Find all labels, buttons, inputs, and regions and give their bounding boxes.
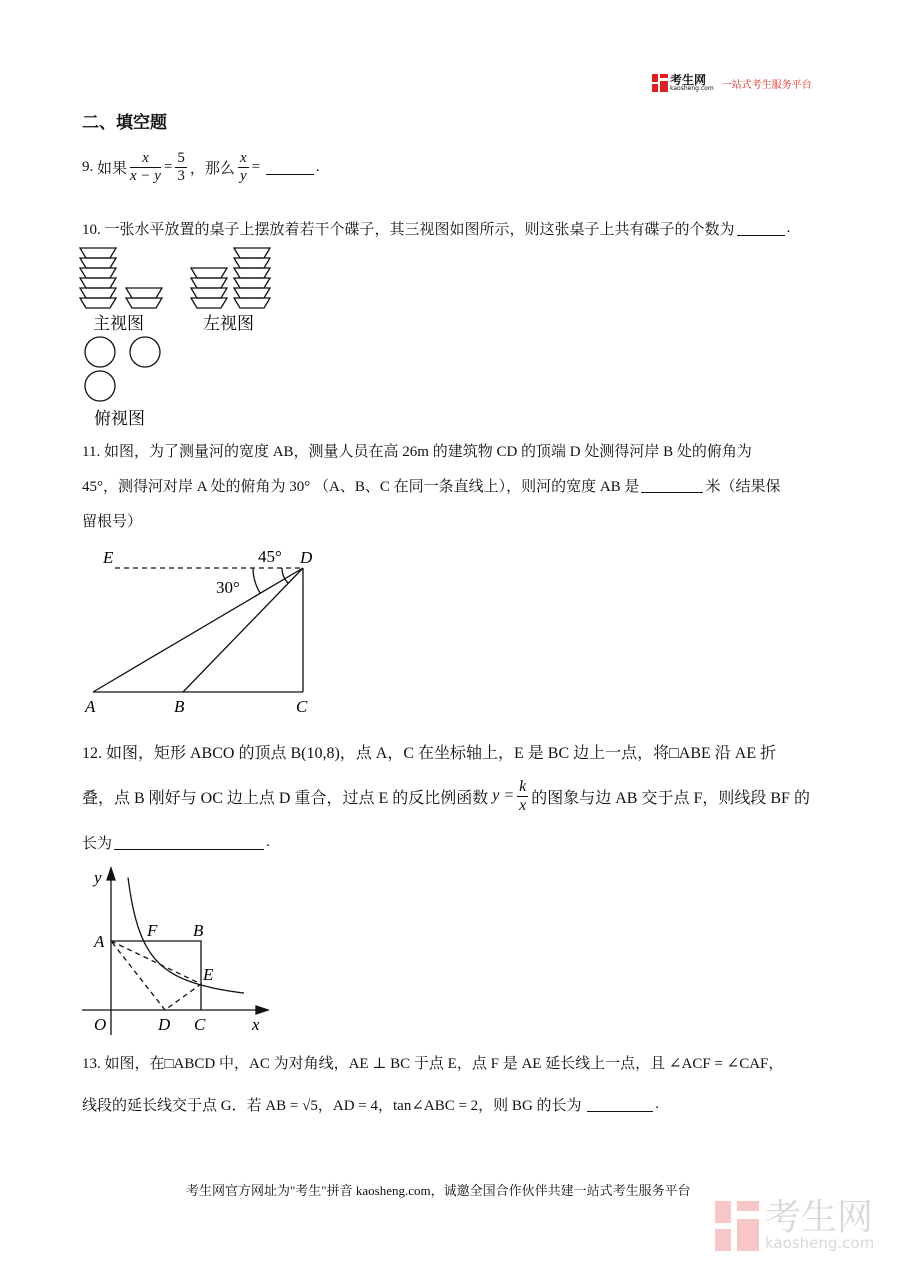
label-D: D (300, 548, 313, 567)
top-view-label: 俯视图 (94, 409, 145, 429)
angle-45-arc (282, 568, 288, 583)
label-F: F (147, 921, 158, 940)
answer-blank[interactable] (641, 478, 703, 493)
logo-icon (652, 74, 668, 92)
question-11-line2: 45°，测得河对岸 A 处的俯角为 30° （A、B、C 在同一条直线上），则河的宽度 AB 是 米（结果保 (82, 479, 781, 495)
plate (80, 288, 116, 298)
question-12-line2: 叠，点 B 刚好与 OC 边上点 D 重合，过点 E 的反比例函数 y = $\frac{k}{x}$ 的图象与边 AB 交于点 F，则线段 BF 的 (82, 778, 810, 814)
top-view-circles (85, 337, 160, 401)
plate (234, 298, 270, 308)
label-O: O (94, 1015, 107, 1034)
question-13-line2: 线段的延长线交于点 G．若 AB = √5，AD = 4，tan∠ABC = 2，则 BG 的长为 . (82, 1096, 660, 1114)
answer-blank[interactable] (737, 221, 785, 236)
q9-number: 9. (82, 158, 94, 175)
plate-circle (85, 337, 115, 367)
fold-lines (111, 941, 201, 1010)
hyperbola (128, 878, 244, 994)
label-A: A (85, 697, 96, 716)
label-A: A (94, 932, 105, 951)
logo-icon (715, 1201, 759, 1251)
plate (80, 298, 116, 308)
figure-three-views (80, 248, 270, 308)
footer-text: 考生网官方网址为"考生"拼音 kaosheng.com，诚邀全国合作伙伴共建一站式考生服务平台 (186, 1183, 691, 1198)
plate (126, 298, 162, 308)
answer-blank[interactable] (266, 160, 314, 175)
logo-text: 考生网 (670, 73, 707, 87)
header-slogan: 一站式考生服务平台 (721, 79, 812, 91)
plate (191, 288, 227, 298)
left-view-label: 左视图 (203, 314, 254, 334)
plate (234, 288, 270, 298)
label-B: B (174, 697, 185, 716)
plate-circle (85, 371, 115, 401)
plate (126, 288, 162, 298)
question-11-line1: 11. 如图，为了测量河的宽度 AB，测量人员在高 26m 的建筑物 CD 的顶端 D 处测得河岸 B 处的俯角为 (82, 444, 752, 460)
plate (191, 268, 227, 278)
fraction: $\frac{5}{3}$ (177, 150, 185, 184)
front-view-label: 主视图 (93, 314, 144, 334)
line-DA (93, 568, 303, 692)
label-E: E (203, 965, 214, 984)
label-E: E (103, 548, 114, 567)
question-12-line1: 12. 如图，矩形 ABCO 的顶点 B(10,8)，点 A，C 在坐标轴上，E 是 BC 边上一点，将□ABE 沿 AE 折 (82, 745, 777, 762)
plate (234, 268, 270, 278)
angle-30-label: 30° (216, 578, 240, 597)
plate (234, 248, 270, 258)
question-13-line1: 13. 如图，在□ABCD 中，AC 为对角线，AE ⊥ BC 于点 E，点 F 是 AE 延长线上一点，且 ∠ACF = ∠CAF， (82, 1056, 784, 1072)
plate (80, 278, 116, 288)
x-arrow (256, 1006, 268, 1014)
label-y: y (94, 868, 102, 887)
label-C: C (296, 697, 308, 716)
watermark-logo: 考生网 kaosheng.com (715, 1200, 874, 1251)
rectangle-ABC (111, 941, 201, 1010)
answer-blank[interactable] (587, 1097, 653, 1112)
plate (191, 298, 227, 308)
answer-blank[interactable] (114, 835, 264, 850)
fraction: $\frac{x}{y}$ (239, 150, 247, 184)
line-DB (183, 568, 303, 692)
plate-circle (130, 337, 160, 367)
question-9: 9. 如果 $\frac{x}{x - y}$ = $\frac{5}{3}$ ，那么 $\frac{x}{y}$ = . (82, 150, 320, 184)
fraction: $\frac{x}{x - y}$ (130, 150, 161, 184)
header-logo (652, 74, 812, 92)
plate (80, 248, 116, 258)
question-12-line3: 长为 . (82, 834, 270, 852)
logo-sub: kaosheng.com (670, 85, 714, 92)
figure-river (93, 568, 303, 692)
question-10: 10. 一张水平放置的桌子上摆放着若干个碟子，其三视图如图所示，则这张桌子上共有碟子的个数为 . (82, 220, 791, 238)
angle-30-arc (253, 568, 260, 593)
plate (80, 258, 116, 268)
q9-text: 如果 (97, 160, 128, 177)
angle-45-label: 45° (258, 547, 282, 566)
y-arrow (107, 868, 115, 880)
plate (80, 268, 116, 278)
label-B: B (193, 921, 204, 940)
label-C: C (194, 1015, 206, 1034)
question-11-line3: 留根号） (82, 514, 143, 530)
label-D: D (158, 1015, 171, 1034)
label-x: x (252, 1015, 260, 1034)
plate (234, 258, 270, 268)
figure-coordinate (82, 868, 268, 1035)
plate (191, 278, 227, 288)
plate (234, 278, 270, 288)
section-title: 二、填空题 (82, 113, 167, 133)
